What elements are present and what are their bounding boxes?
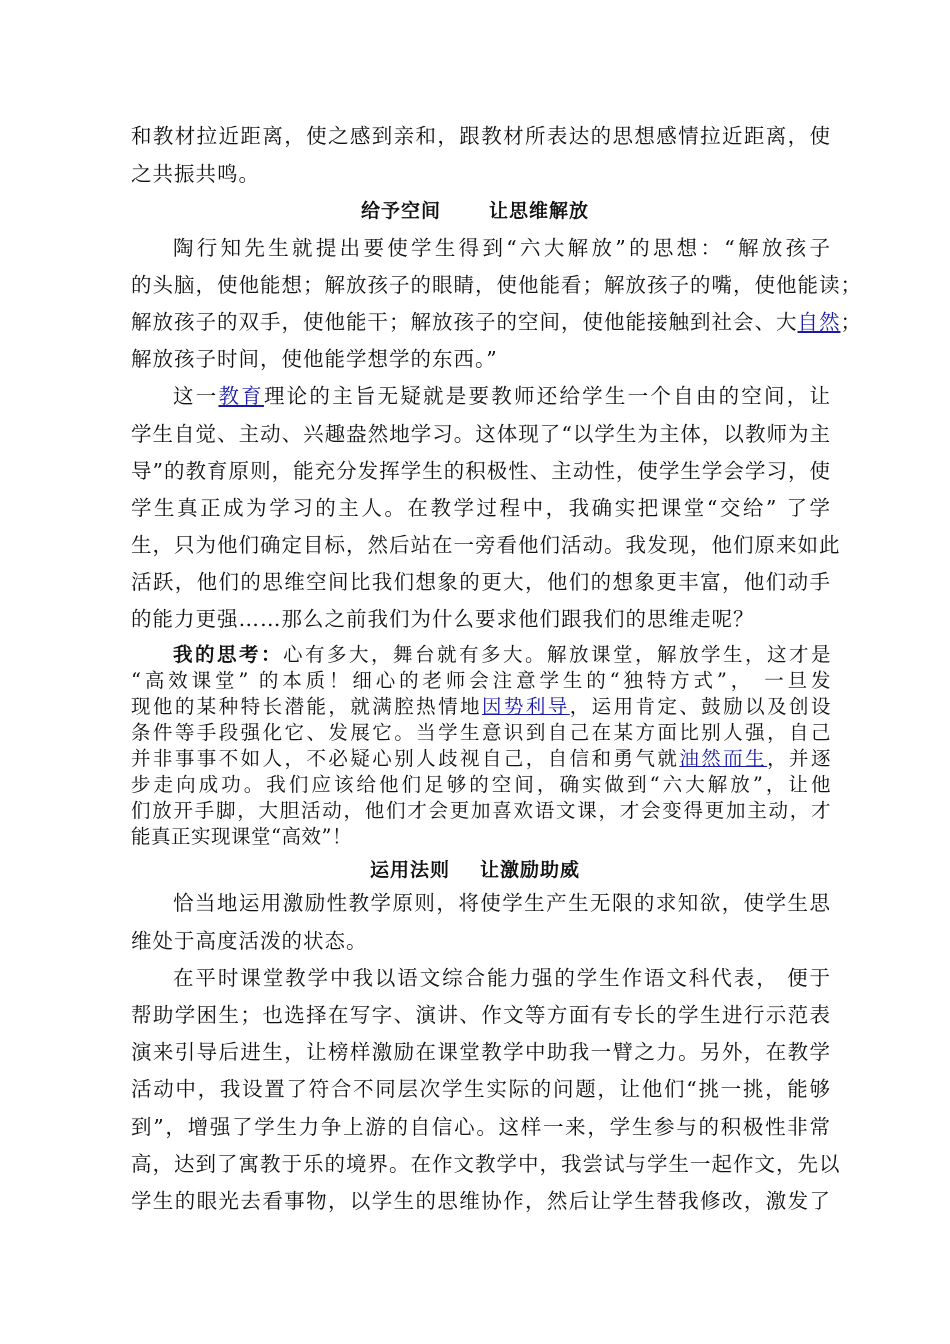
thinking-line3-text: 现他的某种特长潜能，就满腔热情地 bbox=[131, 695, 482, 718]
para4-line1: 恰当地运用激励性教学原则，将使学生产生无限的求知欲，使学生思 bbox=[173, 891, 831, 915]
para3-line1-rest: 理论的主旨无疑就是要教师还给学生一个自由的空间，让 bbox=[263, 384, 832, 408]
para2-line3-end: ； bbox=[840, 310, 862, 334]
thinking-label: 我的思考： bbox=[173, 643, 283, 666]
link-nature[interactable]: 自然 bbox=[797, 310, 841, 334]
para3-line5: 生，只为他们确定目标，然后站在一旁看他们活动。我发现，他们原来如此 bbox=[131, 533, 841, 557]
para4-line2: 维处于高度活泼的状态。 bbox=[131, 929, 368, 953]
para3-line1 bbox=[173, 381, 831, 411]
para2-line3 bbox=[131, 307, 862, 337]
link-education[interactable]: 教育 bbox=[218, 384, 264, 408]
para2-line2: 的头脑，使他能想；解放孩子的眼睛，使他能看；解放孩子的嘴，使他能读； bbox=[131, 273, 862, 297]
thinking-line5 bbox=[131, 746, 831, 772]
para2-line1: 陶行知先生就提出要使学生得到“六大解放”的思想：“解放孩子 bbox=[173, 236, 831, 260]
section-heading-1 bbox=[0, 196, 950, 226]
thinking-line7: 们放开手脚，大胆活动，他们才会更加喜欢语文课，才会变得更加主动，才 bbox=[131, 799, 831, 822]
para1-line2: 之共振共鸣。 bbox=[131, 162, 260, 186]
thinking-line4: 条件等手段强化它、发展它。当学生意识到自己在某方面比别人强，自己 bbox=[131, 721, 831, 744]
thinking-line8: 能真正实现课堂“高效”！ bbox=[131, 825, 352, 848]
para2-line4: 解放孩子时间，使他能学想学的东西。” bbox=[131, 347, 498, 371]
para3-line7: 的能力更强……那么之前我们为什么要求他们跟我们的思维走呢？ bbox=[131, 607, 755, 631]
para3-line1-text: 这一 bbox=[173, 384, 219, 408]
para5-line7: 学生的眼光去看事物，以学生的思维协作，然后让学生替我修改，激发了 bbox=[131, 1189, 831, 1213]
heading2-right: 让激励助威 bbox=[480, 859, 581, 881]
thinking-line1 bbox=[173, 642, 831, 668]
link-yinshilidao[interactable]: 因势利导 bbox=[481, 695, 570, 718]
para5-line3: 演来引导后进生，让榜样激励在课堂教学中助我一臂之力。另外，在教学 bbox=[131, 1040, 831, 1064]
thinking-line5-text: 并非事事不如人，不必疑心别人歧视自己，自信和勇气就 bbox=[131, 747, 680, 770]
heading1-right: 让思维解放 bbox=[489, 200, 590, 222]
para5-line1: 在平时课堂教学中我以语文综合能力强的学生作语文科代表， 便于 bbox=[173, 966, 831, 990]
link-youranersheng[interactable]: 油然而生 bbox=[679, 747, 768, 770]
heading2-left: 运用法则 bbox=[369, 859, 450, 881]
para5-line2: 帮助学困生；也选择在写字、演讲、作文等方面有专长的学生进行示范表 bbox=[131, 1003, 831, 1027]
para5-line4: 活动中，我设置了符合不同层次学生实际的问题，让他们“挑一挑，能够 bbox=[131, 1077, 831, 1101]
thinking-line5-rest: ，并逐 bbox=[767, 747, 831, 770]
thinking-line6: 步走向成功。我们应该给他们足够的空间，确实做到“六大解放”，让他 bbox=[131, 773, 831, 796]
para3-line2: 学生自觉、主动、兴趣盎然地学习。这体现了“以学生为主体，以教师为主 bbox=[131, 422, 831, 446]
para5-line6: 高，达到了寓教于乐的境界。在作文教学中，我尝试与学生一起作文，先以 bbox=[131, 1152, 841, 1176]
para3-line6: 活跃，他们的思维空间比我们想象的更大，他们的想象更丰富，他们动手 bbox=[131, 570, 831, 594]
section-heading-2 bbox=[0, 855, 950, 885]
heading1-left: 给予空间 bbox=[360, 200, 441, 222]
thinking-line2: “高效课堂” 的本质！细心的老师会注意学生的“独特方式”， 一旦发 bbox=[131, 669, 831, 692]
para1-line1: 和教材拉近距离，使之感到亲和，跟教材所表达的思想感情拉近距离，使 bbox=[131, 124, 831, 148]
para3-line3: 导”的教育原则，能充分发挥学生的积极性、主动性，使学生学会学习，使 bbox=[131, 459, 831, 483]
thinking-line1-text: 心有多大，舞台就有多大。解放课堂，解放学生，这才是 bbox=[283, 643, 831, 666]
para3-line4: 学生真正成为学习的主人。在教学过程中，我确实把课堂“交给” 了学 bbox=[131, 496, 831, 520]
para2-line3-text: 解放孩子的双手，使他能干；解放孩子的空间，使他能接触到社会、大 bbox=[131, 310, 798, 334]
thinking-line3-rest: ，运用肯定、鼓励以及创设 bbox=[569, 695, 831, 718]
thinking-line3 bbox=[131, 694, 831, 720]
para5-line5: 到”，增强了学生力争上游的自信心。这样一来，学生参与的积极性非常 bbox=[131, 1115, 831, 1139]
